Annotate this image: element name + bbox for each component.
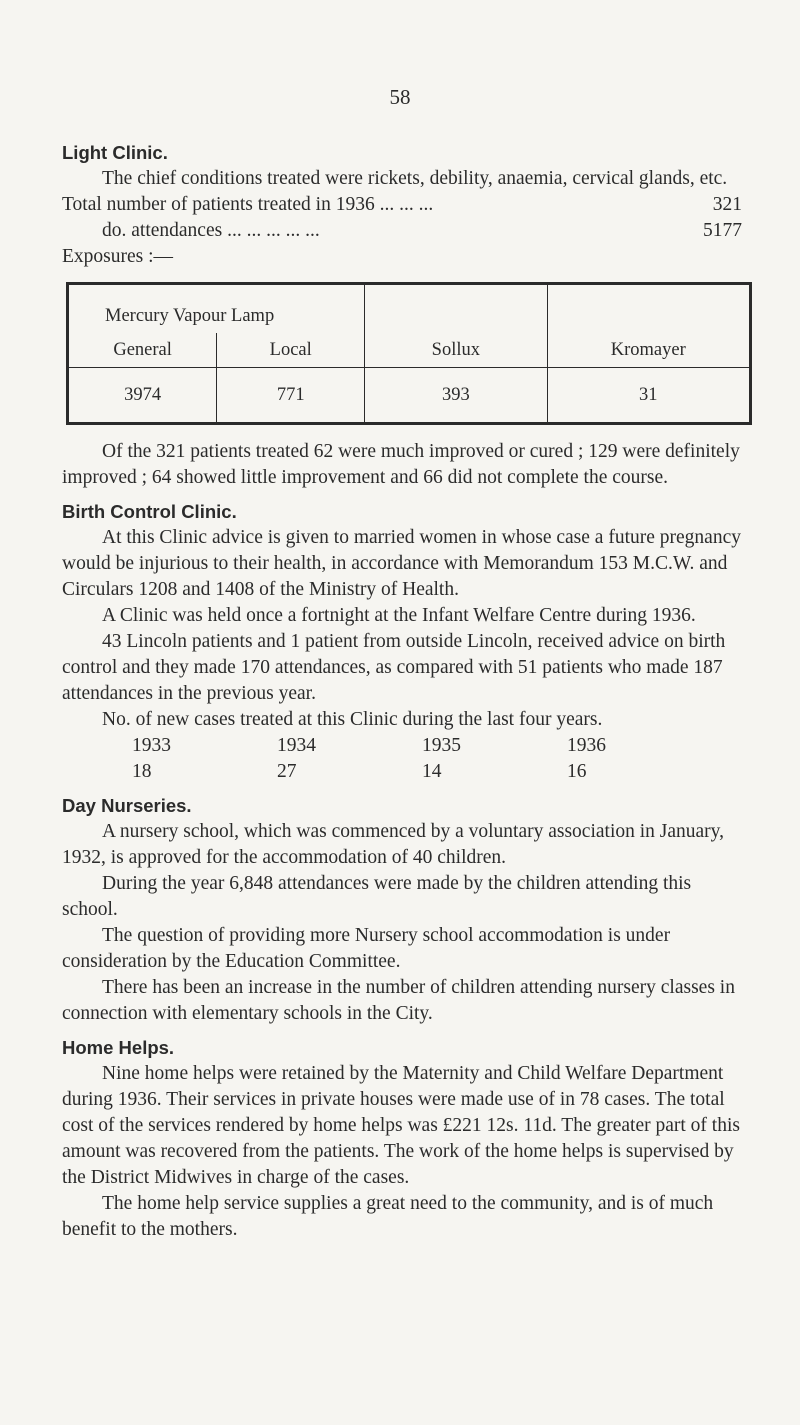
count-cell: 14	[422, 761, 442, 782]
count-cell: 16	[567, 761, 587, 782]
years-row	[62, 733, 742, 759]
attendances-row	[62, 218, 742, 244]
attendances-value: 5177	[703, 220, 742, 241]
total-patients-label: Total number of patients treated in 1936 ... ... ...	[62, 194, 434, 215]
birth-control-p3: 43 Lincoln patients and 1 patient from outside Lincoln, received advice on birth control and they made 170 attendances, as compared with 51 patients who made 187 attendances in the previous year.	[62, 631, 726, 704]
light-clinic-outcome: Of the 321 patients treated 62 were much improved or cured ; 129 were definitely improved ; 64 showed little improvement and 66 did not complete the course.	[62, 441, 740, 488]
day-nurseries-p4: There has been an increase in the number of children attending nursery classes in connection with elementary schools in the City.	[62, 977, 735, 1024]
kromayer-value: 31	[547, 368, 751, 424]
birth-control-p1: At this Clinic advice is given to married women in whose case a future pregnancy would be injurious to their health, in accordance with Memorandum 153 M.C.W. and Circulars 1208 and 1408 of the Ministry of Health.	[62, 527, 741, 600]
mercury-header: Mercury Vapour Lamp	[68, 284, 365, 334]
day-nurseries-p2: During the year 6,848 attendances were made by the children attending this school.	[62, 873, 692, 920]
total-patients-value: 321	[712, 194, 742, 215]
home-helps-heading: Home Helps.	[62, 1037, 175, 1058]
local-value: 771	[217, 368, 365, 424]
day-nurseries-heading: Day Nurseries.	[62, 795, 192, 816]
sollux-value: 393	[365, 368, 547, 424]
count-cell: 18	[132, 761, 152, 782]
local-header: Local	[217, 333, 365, 368]
exposures-label: Exposures :—	[62, 246, 174, 267]
page-content	[62, 140, 742, 1243]
birth-control-p2: A Clinic was held once a fortnight at the Infant Welfare Centre during 1936.	[102, 605, 696, 626]
day-nurseries-p3: The question of providing more Nursery school accommodation is under consideration by the Education Committee.	[62, 925, 671, 972]
year-cell: 1936	[567, 735, 606, 756]
year-cell: 1935	[422, 735, 461, 756]
year-cell: 1933	[132, 735, 171, 756]
home-helps-p2: The home help service supplies a great need to the community, and is of much benefit to the mothers.	[62, 1193, 714, 1240]
year-cell: 1934	[277, 735, 316, 756]
light-clinic-heading: Light Clinic.	[62, 142, 168, 163]
sollux-header: Sollux	[365, 284, 547, 368]
total-patients-row	[62, 192, 742, 218]
page-number: 58	[389, 85, 411, 109]
exposures-table	[66, 282, 752, 425]
counts-row	[62, 759, 742, 785]
attendances-label: do. attendances ... ... ... ... ...	[102, 220, 320, 241]
count-cell: 27	[277, 761, 297, 782]
kromayer-header: Kromayer	[547, 284, 751, 368]
day-nurseries-p1: A nursery school, which was commenced by a voluntary association in January, 1932, is approved for the accommodation of 40 children.	[62, 821, 725, 868]
general-value: 3974	[68, 368, 217, 424]
light-clinic-intro: The chief conditions treated were rickets, debility, anaemia, cervical glands, etc.	[102, 168, 728, 189]
birth-control-p4: No. of new cases treated at this Clinic during the last four years.	[102, 709, 603, 730]
home-helps-p1: Nine home helps were retained by the Maternity and Child Welfare Department during 1936. Their services in private houses were made use of in 78 cases. The total cost of the services rendered by home helps was £221 12s. 11d. The greater part of this amount was recovered from the patients. The work of the home helps is supervised by the District Midwives in charge of the cases.	[62, 1063, 740, 1188]
general-header: General	[68, 333, 217, 368]
birth-control-heading: Birth Control Clinic.	[62, 501, 237, 522]
